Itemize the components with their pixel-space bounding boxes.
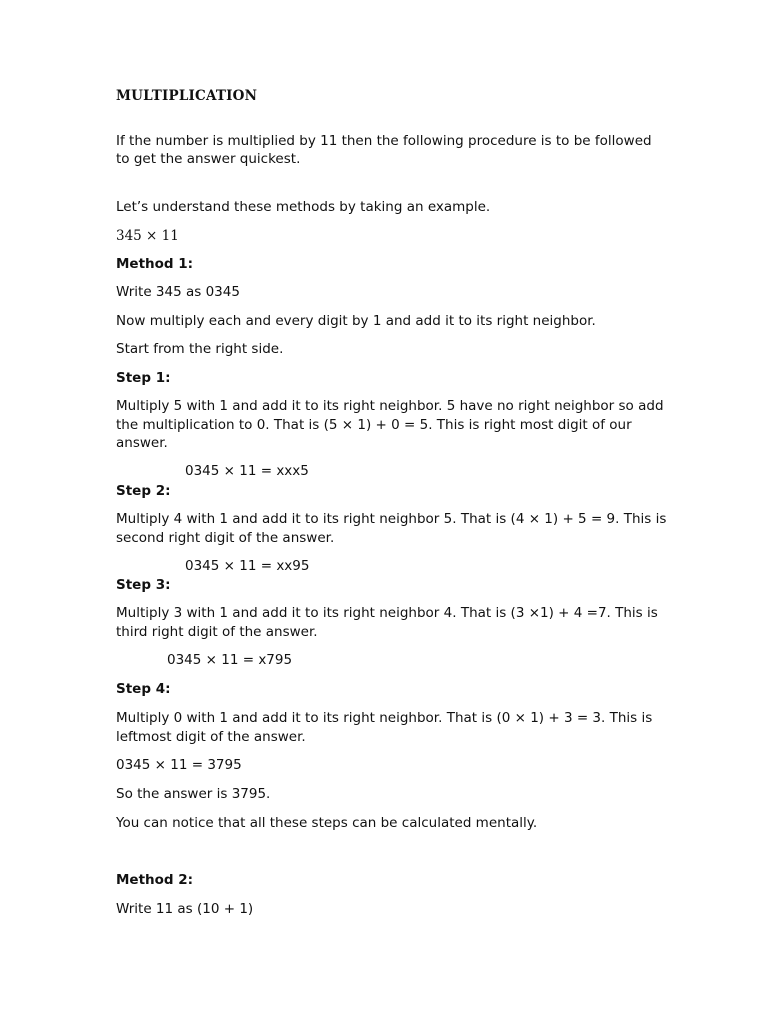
step-3-text-line-1: Multiply 3 with 1 and add it to its right neighbor 4. That is (3 ×1) + 4 =7. This is — [116, 605, 658, 621]
method-1-start: Start from the right side. — [116, 341, 284, 357]
example-expression: 345 × 11 — [116, 228, 179, 244]
step-3-result: 0345 × 11 = x795 — [167, 652, 293, 668]
step-1-text-line-1: Multiply 5 with 1 and add it to its right neighbor. 5 have no right neighbor so add — [116, 398, 664, 414]
step-2-text-line-2: second right digit of the answer. — [116, 530, 335, 546]
method-2-heading: Method 2: — [116, 872, 194, 888]
answer-text: So the answer is 3795. — [116, 786, 271, 802]
step-3-text-line-2: third right digit of the answer. — [116, 624, 318, 640]
step-1-text-line-2: the multiplication to 0. That is (5 × 1) + 0 = 5. This is right most digit of our — [116, 417, 632, 433]
step-1-result: 0345 × 11 = xxx5 — [185, 463, 309, 479]
method-1-instruction: Now multiply each and every digit by 1 and add it to its right neighbor. — [116, 313, 596, 329]
method-2-write: Write 11 as (10 + 1) — [116, 901, 254, 917]
document-title: MULTIPLICATION — [116, 88, 258, 104]
step-2-result: 0345 × 11 = xx95 — [185, 558, 310, 574]
step-4-text-line-1: Multiply 0 with 1 and add it to its right neighbor. That is (0 × 1) + 3 = 3. This is — [116, 710, 653, 726]
step-1-heading: Step 1: — [116, 370, 171, 386]
notice-text: You can notice that all these steps can be calculated mentally. — [116, 815, 538, 831]
step-4-text-line-2: leftmost digit of the answer. — [116, 729, 306, 745]
step-3-heading: Step 3: — [116, 577, 171, 593]
step-4-heading: Step 4: — [116, 681, 171, 697]
method-1-write: Write 345 as 0345 — [116, 284, 240, 300]
step-1-text-line-3: answer. — [116, 435, 168, 451]
step-2-heading: Step 2: — [116, 483, 171, 499]
method-1-heading: Method 1: — [116, 256, 194, 272]
step-4-result: 0345 × 11 = 3795 — [116, 757, 242, 773]
step-2-text-line-1: Multiply 4 with 1 and add it to its right neighbor 5. That is (4 × 1) + 5 = 9. This is — [116, 511, 667, 527]
intro-text-line-2: to get the answer quickest. — [116, 151, 301, 167]
understand-text: Let’s understand these methods by taking an example. — [116, 199, 491, 215]
intro-text-line-1: If the number is multiplied by 11 then the following procedure is to be followed — [116, 133, 652, 149]
